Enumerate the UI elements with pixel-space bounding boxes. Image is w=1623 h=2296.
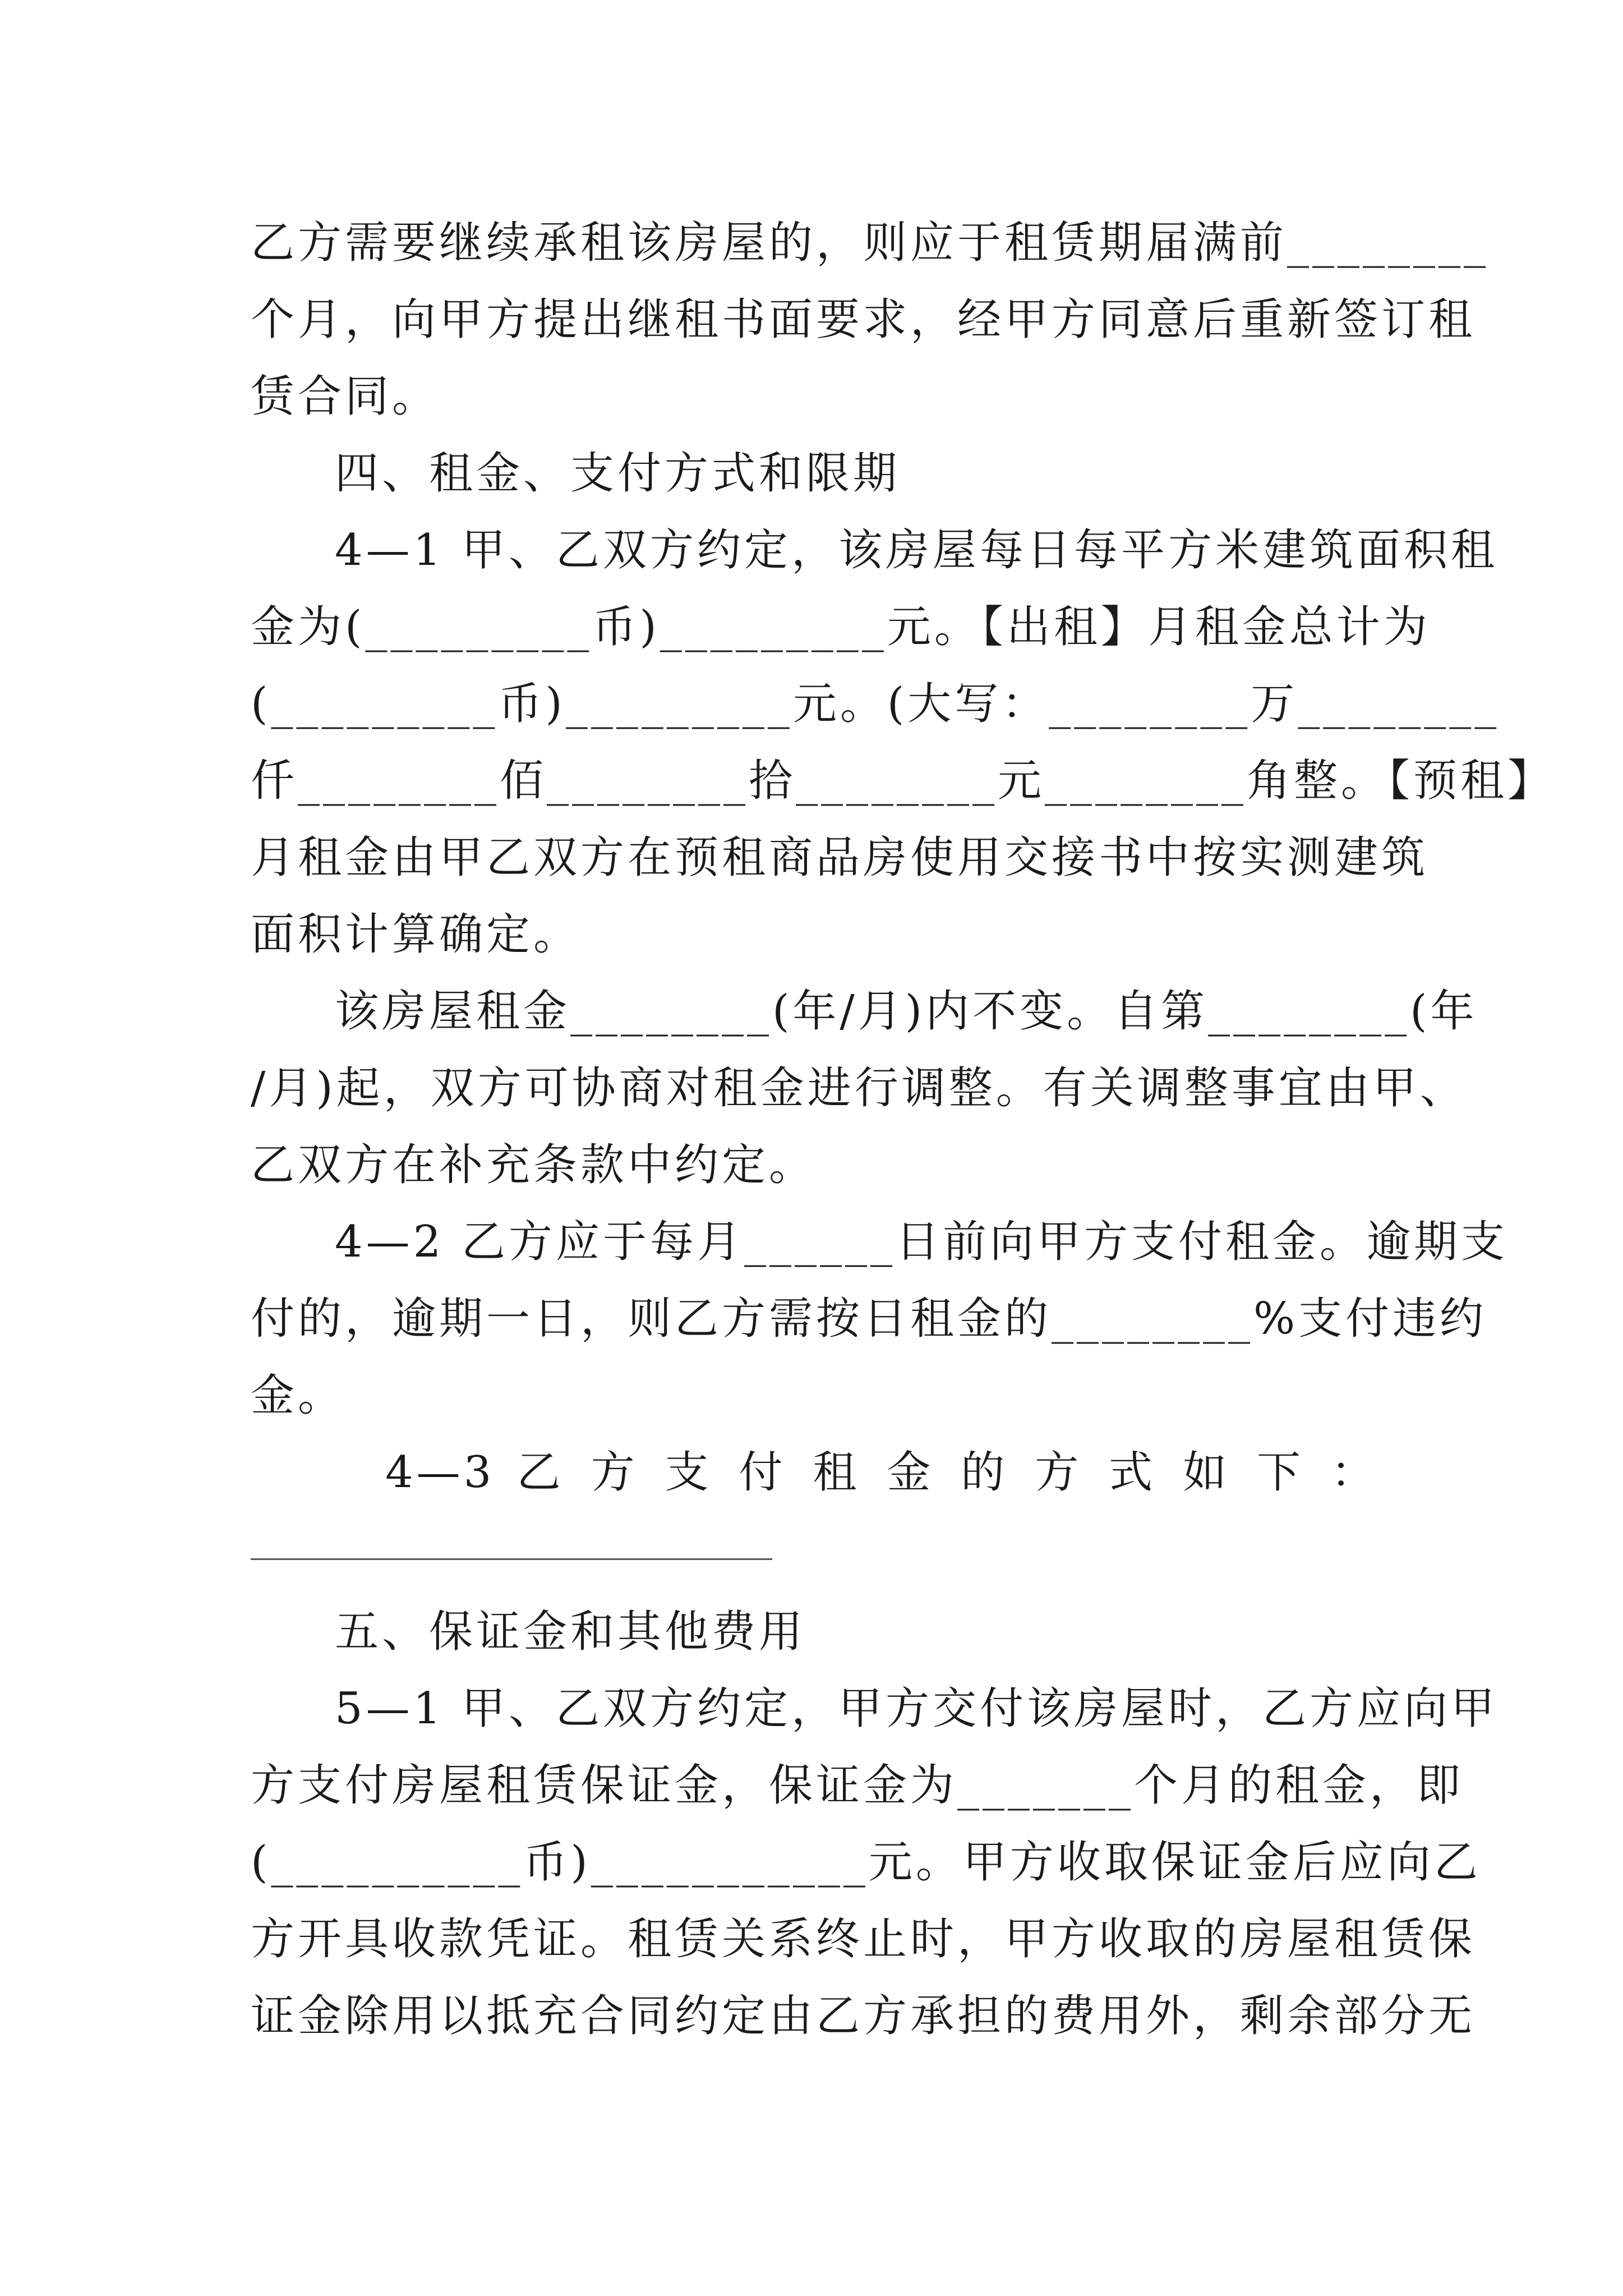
text-line: 金。 <box>251 1370 345 1421</box>
text-line: 证金除用以抵充合同约定由乙方承担的费用外，剩余部分无 <box>251 1991 1476 2041</box>
section-heading: 四、租金、支付方式和限期 <box>335 448 901 499</box>
clause-line: 该房屋租金________(年/月)内不变。自第________(年 <box>335 986 1478 1037</box>
text-line: 方开具收款凭证。租赁关系终止时，甲方收取的房屋租赁保 <box>251 1914 1476 1964</box>
text-line: (__________币)___________元。甲方收取保证金后应向乙 <box>251 1837 1481 1888</box>
text-line: /月)起，双方可协商对租金进行调整。有关调整事宜由甲、 <box>251 1063 1467 1114</box>
fill-in-blank-line <box>251 1558 772 1560</box>
text-line: 金为(_________币)_________元。【出租】月租金总计为 <box>251 602 1431 652</box>
section-heading: 五、保证金和其他费用 <box>335 1607 806 1657</box>
text-line: 面积计算确定。 <box>251 909 581 960</box>
clause-line: 4—3 乙 方 支 付 租 金 的 方 式 如 下 ： <box>385 1447 1378 1498</box>
text-line: 付的，逾期一日，则乙方需按日租金的________%支付违约 <box>251 1294 1487 1344</box>
text-line: (_________币)_________元。(大写：________万________ <box>251 679 1500 729</box>
text-line: 月租金由甲乙双方在预租商品房使用交接书中按实测建筑 <box>251 832 1429 883</box>
text-line: 乙双方在补充条款中约定。 <box>251 1140 817 1190</box>
clause-line: 4—2 乙方应于每月______日前向甲方支付租金。逾期支 <box>335 1217 1509 1267</box>
clause-line: 4—1 甲、乙双方约定，该房屋每日每平方米建筑面积租 <box>335 525 1498 576</box>
clause-line: 5—1 甲、乙双方约定，甲方交付该房屋时，乙方应向甲 <box>335 1683 1498 1734</box>
text-line: 乙方需要继续承租该房屋的，则应于租赁期届满前________ <box>251 218 1490 268</box>
text-line: 个月，向甲方提出继租书面要求，经甲方同意后重新签订租 <box>251 295 1476 345</box>
text-line: 赁合同。 <box>251 371 440 422</box>
text-line: 仟________佰________拾________元________角整。【预租】 <box>251 756 1555 806</box>
text-line: 方支付房屋租赁保证金，保证金为_______个月的租金，即 <box>251 1760 1464 1811</box>
